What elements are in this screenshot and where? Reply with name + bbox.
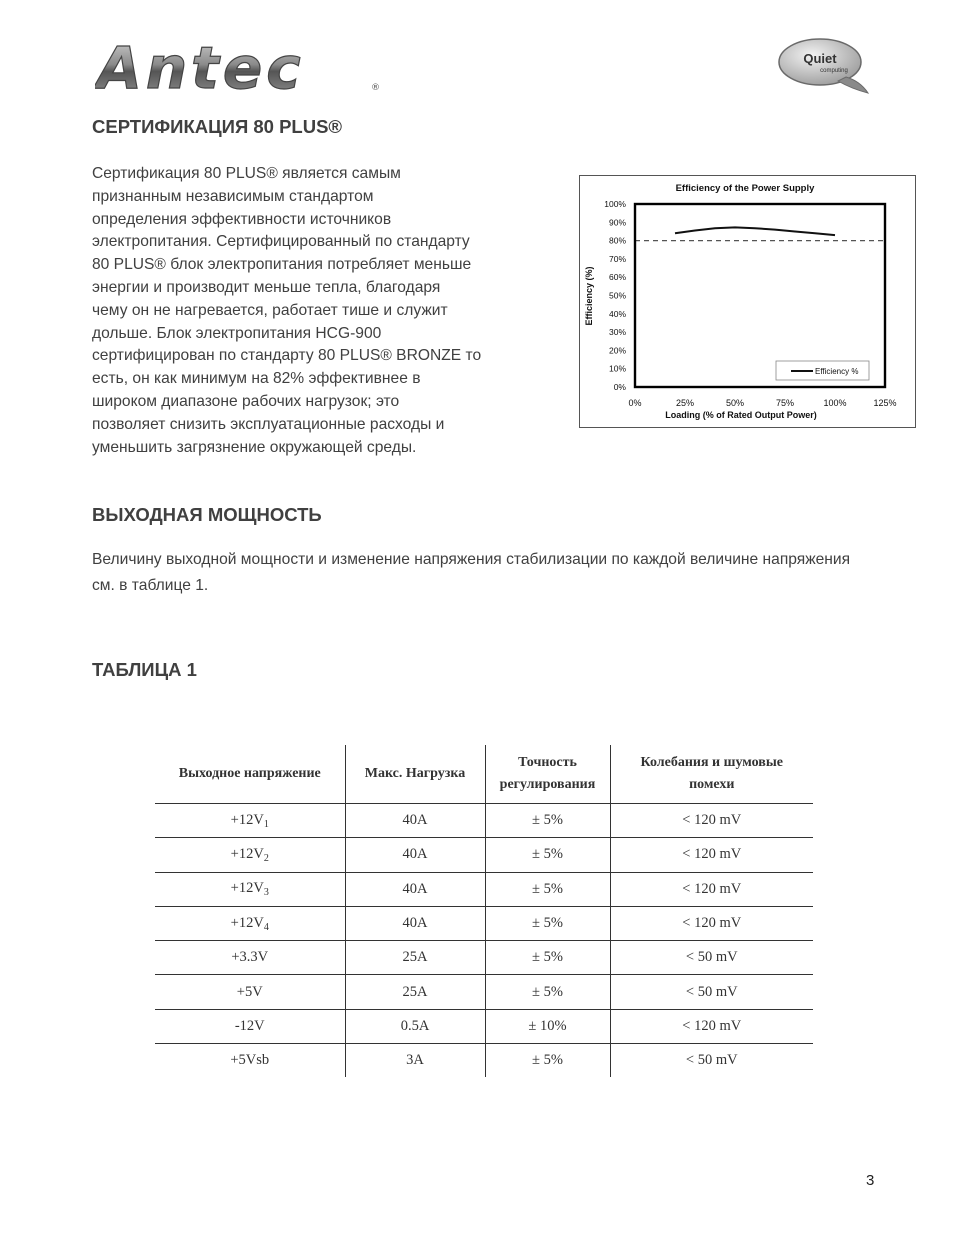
y-tick-label: 90% [608, 217, 626, 228]
cell-voltage [155, 975, 345, 1009]
chart-ylabel: Efficiency (%) [584, 266, 594, 326]
output-power-paragraph: Величину выходной мощности и изменение напряжения стабилизации по каждой величине напряжения см. в таблице 1. [92, 551, 851, 594]
paragraph-line: сертифицирован по стандарту 80 PLUS® BRONZE то [92, 347, 482, 365]
voltage-rail-index: 2 [263, 852, 269, 864]
y-tick-label: 10% [608, 363, 626, 374]
paragraph-line: дольше. Блок электропитания HCG-900 [92, 324, 382, 342]
cell-noise: < 120 mV [610, 906, 813, 940]
table-row [155, 1009, 813, 1043]
paragraph-line: электропитания. Сертифицированный по стандарту [92, 233, 470, 251]
series-line-efficiency [675, 227, 835, 235]
cell-max-load: 3A [345, 1044, 485, 1078]
cell-voltage [155, 1044, 345, 1078]
y-tick-label: 80% [608, 235, 626, 246]
chart-legend [776, 361, 869, 380]
column-header-voltage: Выходное напряжение [155, 745, 345, 804]
voltage-value: +3.3V [231, 949, 269, 966]
antec-logo-icon [95, 38, 385, 98]
x-tick-label: 125% [873, 398, 897, 408]
cell-max-load: 40A [345, 872, 485, 906]
cell-accuracy: ± 5% [485, 1044, 610, 1078]
svg-text:®: ® [371, 83, 380, 93]
efficiency-chart [580, 176, 915, 427]
brand-logo-text: Antec [97, 38, 305, 98]
cell-max-load: 0.5A [345, 1009, 485, 1043]
cell-accuracy: ± 5% [485, 838, 610, 872]
paragraph-line: определения эффективности источников [92, 210, 392, 228]
y-tick-label: 30% [608, 327, 626, 338]
paragraph-line: позволяет снизить эксплуатационные расходы и [92, 415, 445, 433]
voltage-value: +12V [230, 845, 264, 862]
voltage-value: +12V [230, 811, 264, 828]
y-tick-label: 60% [608, 272, 626, 283]
cell-max-load: 40A [345, 838, 485, 872]
voltage-value: +12V [230, 914, 264, 931]
cell-voltage [155, 838, 345, 872]
x-tick-label: 0% [628, 398, 642, 408]
table-row [155, 1044, 813, 1078]
voltage-value: -12V [234, 1017, 265, 1034]
heading-output-power: ВЫХОДНАЯ МОЩНОСТЬ [92, 504, 322, 525]
column-header-noise: Колебания и шумовые помехи [610, 745, 813, 804]
column-header-accuracy: Точность регулирования [485, 745, 610, 804]
paragraph-line: 80 PLUS® блок электропитания потребляет меньше [92, 256, 472, 274]
cell-noise: < 120 mV [610, 804, 813, 838]
cell-accuracy: ± 5% [485, 975, 610, 1009]
cell-noise: < 120 mV [610, 1009, 813, 1043]
table-header-row [155, 745, 813, 804]
paragraph-line: уменьшить загрязнение окружающей среды. [92, 438, 417, 456]
cell-accuracy: ± 5% [485, 872, 610, 906]
voltage-rail-index: 4 [263, 921, 269, 933]
quiet-computing-logo-icon [776, 37, 872, 95]
paragraph-line: энергии и производит меньше тепла, благодаря [92, 278, 441, 296]
voltage-value: +12V [230, 880, 264, 897]
heading-table-1: ТАБЛИЦА 1 [92, 659, 197, 680]
y-tick-label: 70% [608, 253, 626, 264]
cell-voltage [155, 804, 345, 838]
cell-accuracy: ± 5% [485, 941, 610, 975]
cell-noise: < 50 mV [610, 975, 813, 1009]
y-tick-label: 20% [608, 345, 626, 356]
y-tick-label: 40% [608, 308, 626, 319]
cell-voltage [155, 1009, 345, 1043]
cell-voltage [155, 872, 345, 906]
voltage-value: +5Vsb [230, 1052, 270, 1069]
cell-accuracy: ± 5% [485, 906, 610, 940]
y-tick-label: 50% [608, 290, 626, 301]
partner-logo-line2: computing [820, 68, 848, 74]
cell-max-load: 40A [345, 804, 485, 838]
cell-noise: < 50 mV [610, 941, 813, 975]
cell-accuracy: ± 5% [485, 804, 610, 838]
voltage-value: +5V [236, 983, 263, 1000]
cell-accuracy: ± 10% [485, 1009, 610, 1043]
cell-voltage [155, 906, 345, 940]
table-row [155, 941, 813, 975]
cell-max-load: 40A [345, 906, 485, 940]
certification-paragraph [92, 163, 522, 459]
x-tick-label: 100% [823, 398, 847, 408]
x-tick-label: 75% [775, 398, 795, 408]
legend-entry: Efficiency % [815, 367, 859, 376]
partner-logo-line1: Quiet [803, 51, 837, 66]
heading-certification: СЕРТИФИКАЦИЯ 80 PLUS® [92, 116, 343, 137]
page-number: 3 [866, 1172, 875, 1189]
voltage-rail-index: 3 [263, 887, 269, 899]
paragraph-line: признанным независимым стандартом [92, 187, 374, 205]
paragraph-line: Сертификация 80 PLUS® является самым [92, 165, 401, 182]
column-header-max-load: Макс. Нагрузка [345, 745, 485, 804]
x-tick-label: 50% [725, 398, 745, 408]
plot-area [635, 204, 885, 387]
y-tick-label: 0% [613, 382, 626, 392]
table-row [155, 906, 813, 940]
table-row [155, 804, 813, 838]
y-tick-label: 100% [604, 199, 626, 209]
paragraph-line: есть, он как минимум на 82% эффективнее в [92, 370, 421, 388]
output-spec-table [155, 745, 813, 1077]
table-row [155, 975, 813, 1009]
voltage-rail-index: 1 [263, 818, 269, 830]
paragraph-line: чему он не нагревается, работает тише и служит [92, 301, 448, 319]
table-row [155, 872, 813, 906]
cell-noise: < 50 mV [610, 1044, 813, 1078]
paragraph-line: широком диапазоне рабочих нагрузок; это [92, 392, 400, 410]
table-row [155, 838, 813, 872]
cell-max-load: 25A [345, 975, 485, 1009]
cell-voltage [155, 941, 345, 975]
cell-max-load: 25A [345, 941, 485, 975]
x-tick-label: 25% [675, 398, 695, 408]
chart-xlabel: Loading (% of Rated Output Power) [665, 410, 817, 420]
cell-noise: < 120 mV [610, 838, 813, 872]
cell-noise: < 120 mV [610, 872, 813, 906]
chart-title: Efficiency of the Power Supply [675, 183, 815, 194]
